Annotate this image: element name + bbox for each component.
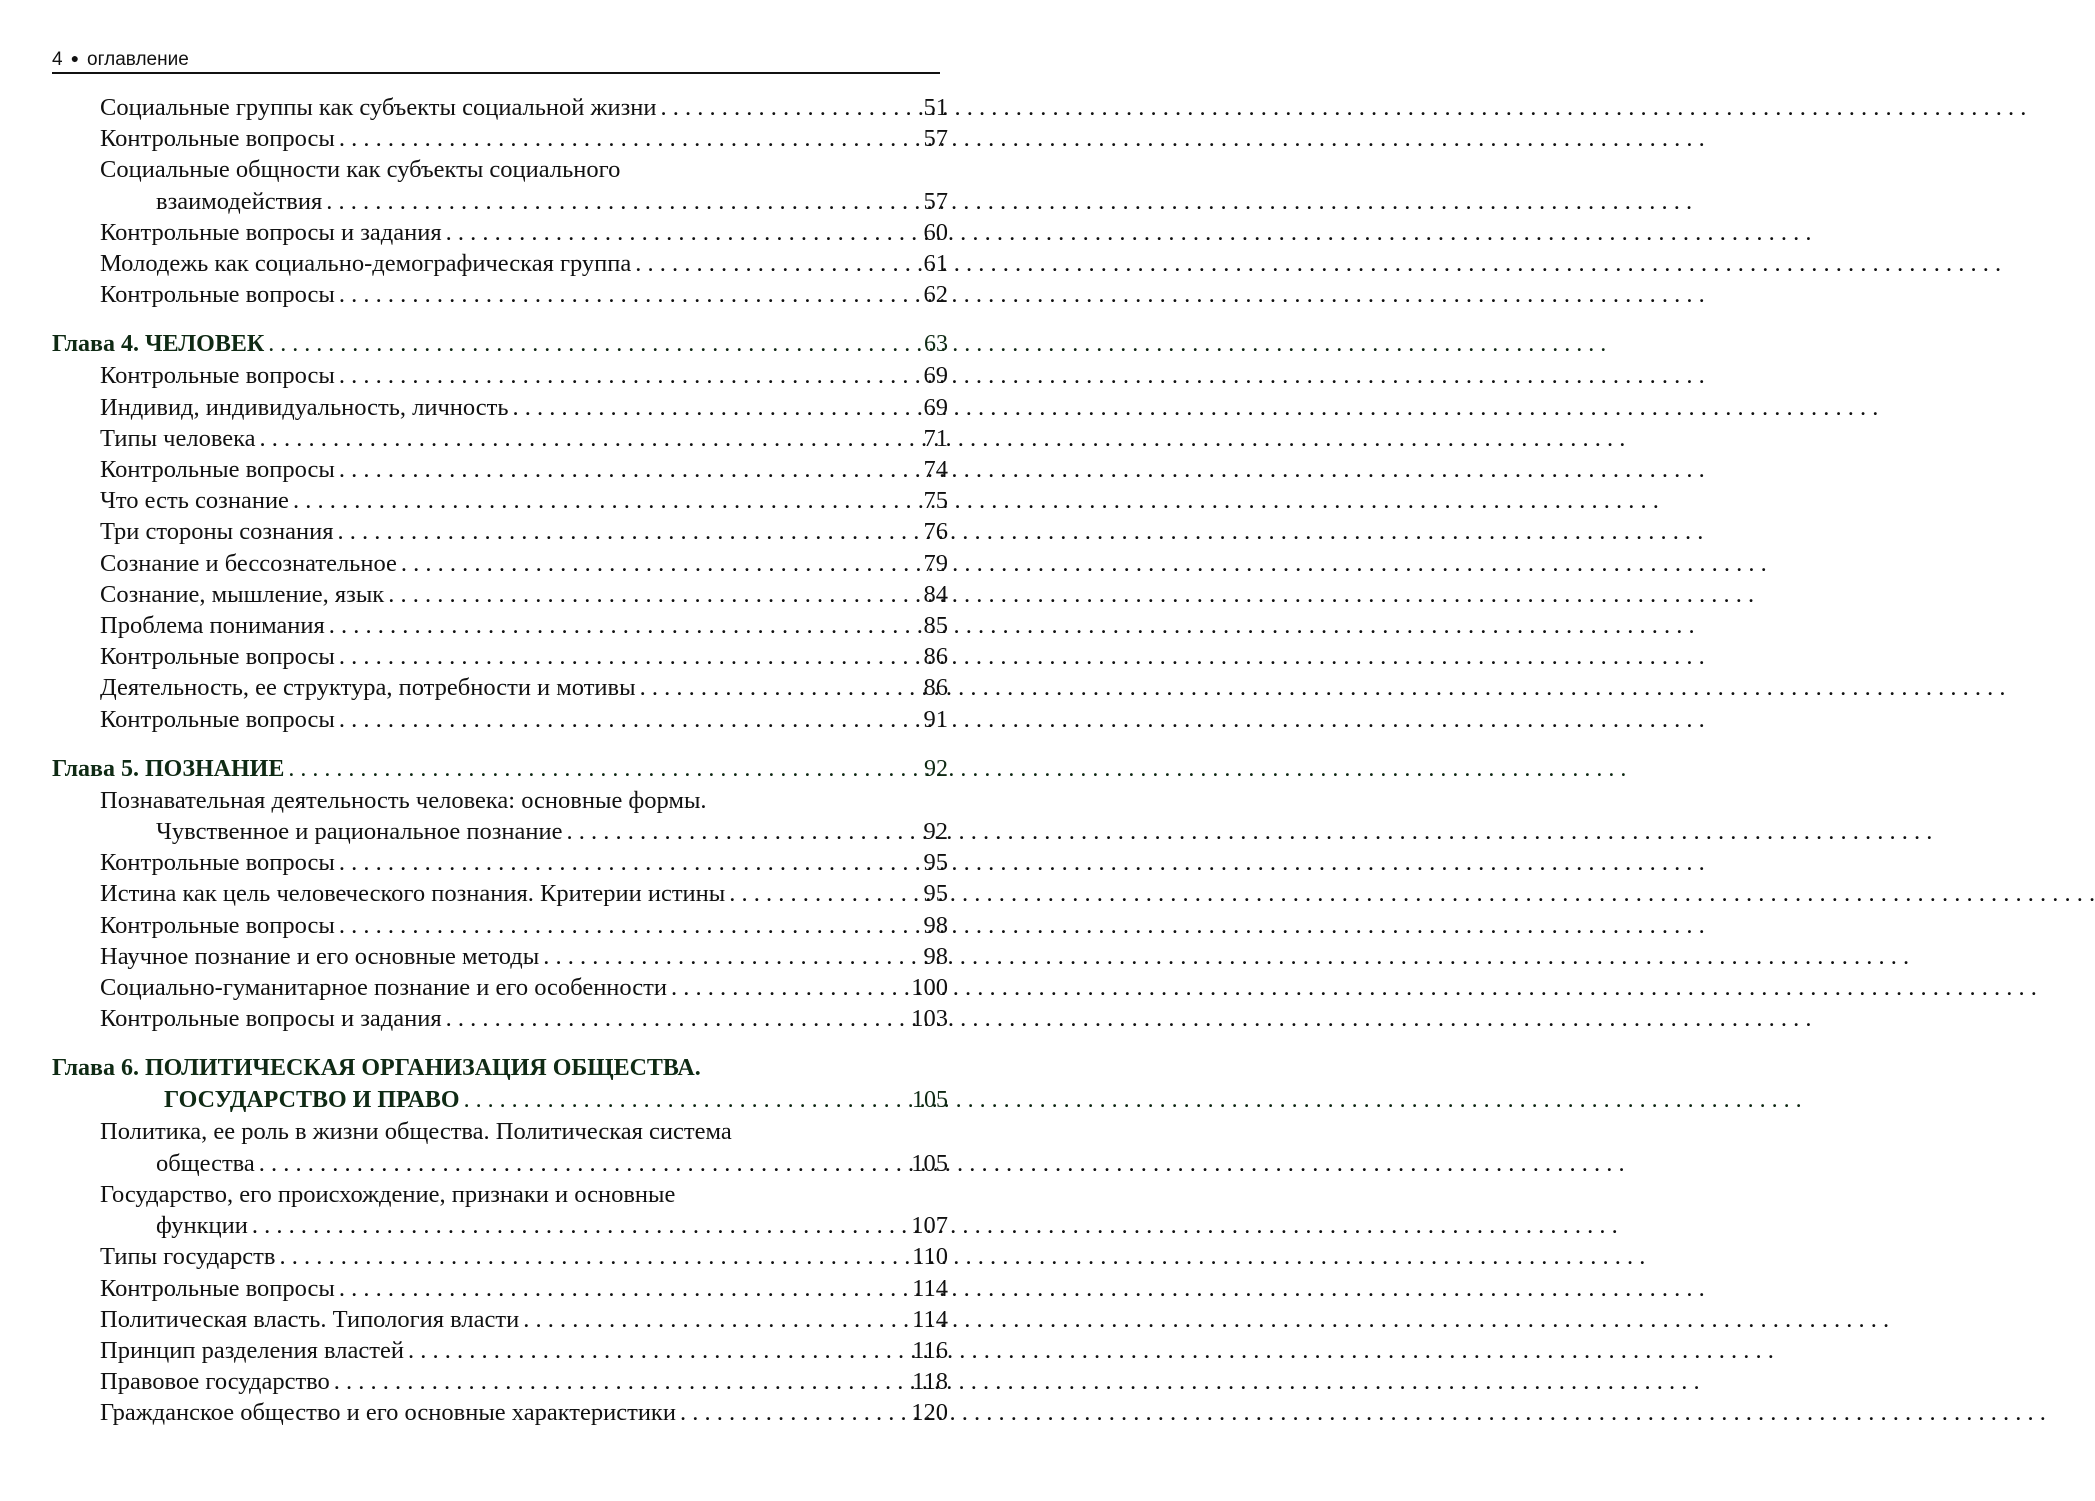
chapter-5 bbox=[52, 753, 948, 1035]
toc-entry: Типы государств . . . 110 bbox=[52, 1241, 948, 1272]
toc-entry: Деятельность, ее структура, потребности и мотивы . . . 86 bbox=[52, 672, 948, 703]
toc-entry: Истина как цель человеческого познания. Критерии истины . . . 95 bbox=[52, 878, 948, 909]
book-page bbox=[0, 0, 1000, 1501]
chapter-heading: Глава 5. ПОЗНАНИЕ . . . 92 bbox=[52, 753, 948, 785]
toc-entry: Молодежь как социально-демографическая группа . . . 61 bbox=[52, 248, 948, 279]
toc-entry: Контрольные вопросы и задания . . . 60 bbox=[52, 217, 948, 248]
toc-entry: Контрольные вопросы . . . 62 bbox=[52, 279, 948, 310]
table-of-contents bbox=[52, 92, 948, 1429]
chapter-heading: Глава 6. ПОЛИТИЧЕСКАЯ ОРГАНИЗАЦИЯ ОБЩЕСТВА. ГОСУДАРСТВО И ПРАВО . . . 105 bbox=[52, 1052, 948, 1116]
running-header bbox=[52, 46, 940, 74]
toc-entry: Что есть сознание . . . 75 bbox=[52, 485, 948, 516]
toc-entry: Контрольные вопросы . . . 74 bbox=[52, 454, 948, 485]
chapter-heading: Глава 4. ЧЕЛОВЕК . . . 63 bbox=[52, 328, 948, 360]
toc-entry: Познавательная деятельность человека: основные формы. Чувственное и рациональное познание . . . 92 bbox=[52, 785, 948, 847]
toc-entry: Сознание и бессознательное . . . 79 bbox=[52, 548, 948, 579]
toc-entry: Политика, ее роль в жизни общества. Политическая система общества . . . 105 bbox=[52, 1116, 948, 1178]
chapter-6 bbox=[52, 1052, 948, 1428]
toc-entry: Политическая власть. Типология власти . . . 114 bbox=[52, 1304, 948, 1335]
toc-entry: Научное познание и его основные методы . . . 98 bbox=[52, 941, 948, 972]
toc-entry: Социальные общности как субъекты социального взаимодействия . . . 57 bbox=[52, 154, 948, 216]
toc-entry: Социальные группы как субъекты социальной жизни . . . 51 bbox=[52, 92, 948, 123]
toc-entry: Социально-гуманитарное познание и его особенности . . . 100 bbox=[52, 972, 948, 1003]
toc-entry: Индивид, индивидуальность, личность . . . 69 bbox=[52, 392, 948, 423]
toc-entry: Сознание, мышление, язык . . . 84 bbox=[52, 579, 948, 610]
toc-entry: Контрольные вопросы . . . 95 bbox=[52, 847, 948, 878]
toc-entry: Контрольные вопросы . . . 114 bbox=[52, 1273, 948, 1304]
toc-entry: Правовое государство . . . 118 bbox=[52, 1366, 948, 1397]
chapter-3-continuation bbox=[52, 92, 948, 310]
toc-entry: Принцип разделения властей . . . 116 bbox=[52, 1335, 948, 1366]
toc-entry: Контрольные вопросы . . . 69 bbox=[52, 360, 948, 391]
toc-entry: Контрольные вопросы и задания . . . 103 bbox=[52, 1003, 948, 1034]
toc-entry: Проблема понимания . . . 85 bbox=[52, 610, 948, 641]
toc-entry: Контрольные вопросы . . . 91 bbox=[52, 704, 948, 735]
toc-entry: Контрольные вопросы . . . 57 bbox=[52, 123, 948, 154]
toc-entry: Гражданское общество и его основные характеристики . . . 120 bbox=[52, 1397, 948, 1428]
toc-entry: Контрольные вопросы . . . 86 bbox=[52, 641, 948, 672]
bullet-icon: ● bbox=[70, 50, 80, 66]
toc-entry: Государство, его происхождение, признаки и основные функции . . . 107 bbox=[52, 1179, 948, 1241]
toc-entry: Три стороны сознания . . . 76 bbox=[52, 516, 948, 547]
toc-entry: Типы человека . . . 71 bbox=[52, 423, 948, 454]
chapter-4 bbox=[52, 328, 948, 734]
running-title: оглавление bbox=[87, 49, 189, 70]
page-number: 4 bbox=[52, 49, 63, 70]
toc-entry: Контрольные вопросы . . . 98 bbox=[52, 910, 948, 941]
